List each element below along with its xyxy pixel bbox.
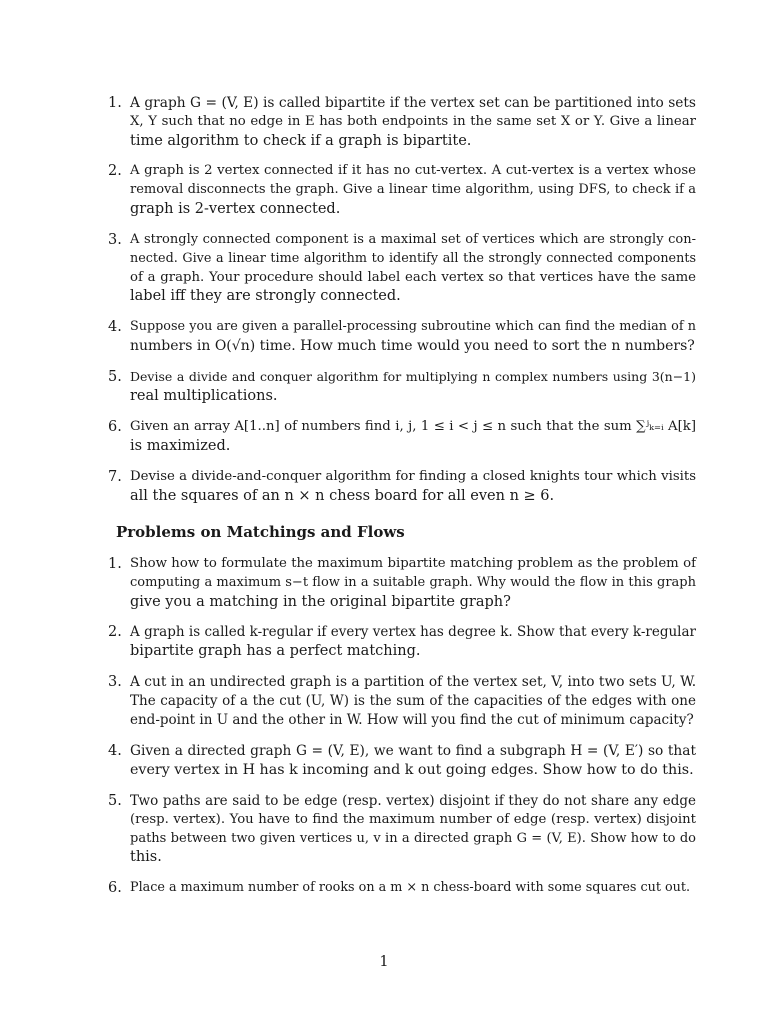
text-line: give you a matching in the original bipartite graph? [130,593,511,610]
text-line: every vertex in H has k incoming and k out going edges. Show how to do this. [130,761,694,778]
text-line: is maximized. [130,437,231,454]
matching-problem-4 [108,742,700,780]
text-line: bipartite graph has a perfect matching. [130,642,421,659]
text-line: paths between two given vertices u, v in a directed graph G = (V, E). Show how to do [130,830,696,846]
problem-number: 5. [108,369,122,385]
problem-number: 6. [108,880,122,896]
problem-text [130,673,696,729]
matching-problem-1 [108,555,700,611]
problem-text [130,94,696,150]
problem-4 [108,318,700,356]
text-line: A graph G = (V, E) is called bipartite if the vertex set can be partitioned into sets [130,95,696,111]
problem-text [130,879,696,898]
problem-1 [108,94,700,150]
text-line: real multiplications. [130,387,278,404]
text-line: all the squares of an n × n chess board for all even n ≥ 6. [130,487,555,504]
text-line: Suppose you are given a parallel-processing subroutine which can find the median of n [130,319,696,334]
problem-number: 4. [108,319,122,335]
problem-text [130,162,696,218]
text-line: Two paths are said to be edge (resp. vertex) disjoint if they do not share any edge [130,793,696,809]
text-line: A graph is 2 vertex connected if it has no cut-vertex. A cut-vertex is a vertex whose [130,163,696,178]
matching-problem-6 [108,879,700,898]
problem-6 [108,418,700,456]
text-line: A graph is called k-regular if every vertex has degree k. Show that every k-regular [130,624,696,640]
text-line: X, Y such that no edge in E has both endpoints in the same set X or Y. Give a linear [130,113,696,129]
problem-text [130,792,696,867]
problem-number: 7. [108,469,122,485]
problem-5 [108,368,700,406]
text-line: removal disconnects the graph. Give a linear time algorithm, using DFS, to check if a [130,181,696,197]
text-line: numbers in O(√n) time. How much time would you need to sort the n numbers? [130,337,695,354]
section-heading: Problems on Matchings and Flows [116,523,405,541]
problem-number: 3. [108,674,122,690]
text-line: Place a maximum number of rooks on a m × n chess-board with some squares cut out. [130,880,691,895]
text-line: A strongly connected component is a maximal set of vertices which are strongly con- [130,232,696,247]
problem-text [130,623,696,661]
problem-text [130,742,696,780]
text-line: end-point in U and the other in W. How will you find the cut of minimum capacity? [130,711,694,728]
text-line: this. [130,849,162,866]
problem-number: 5. [108,793,122,809]
text-line: Devise a divide and conquer algorithm for multiplying n complex numbers using 3(n−1) [130,369,696,384]
text-line: (resp. vertex). You have to find the maximum number of edge (resp. vertex) disjoint [130,811,696,827]
text-line: A cut in an undirected graph is a partition of the vertex set, V, into two sets U, W. [130,674,697,690]
text-line: Given an array A[1..n] of numbers find i, j, 1 ≤ i < j ≤ n such that the sum ∑ʲₖ₌ᵢ A[k] [130,419,696,434]
problem-text [130,318,696,356]
text-line: time algorithm to check if a graph is bipartite. [130,132,472,149]
text-line: label iff they are strongly connected. [130,288,401,305]
text-line: Given a directed graph G = (V, E), we want to find a subgraph H = (V, E′) so that [130,743,696,759]
text-line: nected. Give a linear time algorithm to identify all the strongly connected components [130,250,696,266]
problem-number: 1. [108,556,122,572]
problem-number: 6. [108,419,122,435]
matching-problem-2 [108,623,700,661]
problem-text [130,468,696,506]
text-line: The capacity of a the cut (U, W) is the sum of the capacities of the edges with one [130,692,696,709]
problem-text [130,368,696,406]
problem-2 [108,162,700,218]
problem-number: 4. [108,743,122,759]
text-line: Show how to formulate the maximum bipartite matching problem as the problem of [130,556,696,571]
page-number: 1 [379,954,389,970]
matching-problem-5 [108,792,700,867]
problem-number: 2. [108,624,122,640]
matching-problem-3 [108,673,700,729]
problem-text [130,555,696,611]
text-line: of a graph. Your procedure should label each vertex so that vertices have the same [130,269,696,285]
text-line: computing a maximum s−t flow in a suitable graph. Why would the flow in this graph [130,574,696,590]
text-line: graph is 2-vertex connected. [130,200,341,217]
problem-7 [108,468,700,506]
problem-number: 3. [108,232,122,248]
problem-3 [108,231,700,306]
problem-number: 2. [108,163,122,179]
text-line: Devise a divide-and-conquer algorithm for finding a closed knights tour which visits [130,469,696,484]
problem-number: 1. [108,95,122,111]
problem-text [130,418,696,456]
problem-text [130,231,696,306]
